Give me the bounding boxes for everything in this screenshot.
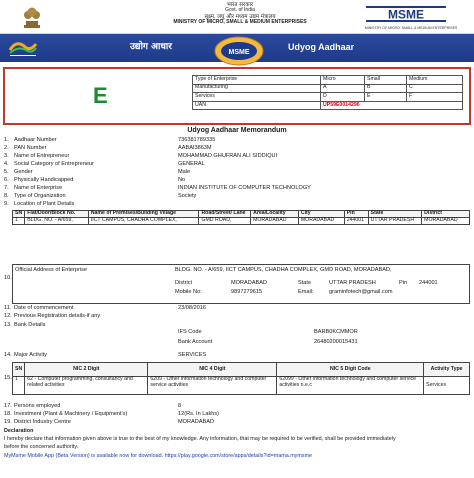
- enterprise-type-table: [192, 75, 463, 110]
- row-number: 2.: [4, 145, 9, 151]
- column-header: District: [422, 211, 470, 218]
- msme-logo-icon: [366, 4, 446, 24]
- table-cell: D: [321, 93, 365, 102]
- declaration-text-1: I hereby declare that information given above is true to the best of my knowledge. Any information, that may be required to be verified, shall be provided immediately: [4, 436, 396, 442]
- row-number: 7.: [4, 185, 9, 191]
- table-cell: 62099 - Other information technology and computer service activities n.e.c: [277, 377, 424, 395]
- table-row: [193, 101, 463, 110]
- table-cell: 244001: [344, 217, 368, 224]
- field-label: PAN Number: [14, 145, 47, 151]
- bank-account-label: Bank Account: [178, 339, 213, 345]
- field-row: [4, 161, 470, 169]
- field-row: [4, 411, 470, 419]
- field-row: [4, 305, 470, 313]
- ministry-hindi: सूक्ष्म, लघु और मध्यम उद्यम मंत्रालय: [204, 14, 276, 21]
- declaration-title: Declaration: [4, 428, 34, 434]
- row-number: 18.: [4, 411, 12, 417]
- field-value: AABAI3863M: [178, 145, 212, 151]
- table-cell: IICT CAMPUS, CHADHA COMPLEX,: [88, 217, 199, 224]
- column-header: SN: [13, 363, 25, 377]
- field-value: SERVICES: [178, 352, 207, 358]
- ifs-label: IFS Code: [178, 329, 202, 335]
- official-address-box: [12, 264, 470, 304]
- column-header: Flat/Door/Block No.: [25, 211, 89, 218]
- declaration-text-2: before the concerned authority.: [4, 444, 79, 450]
- govt-english: Govt. of India: [225, 7, 255, 14]
- mobile-value: 9897279615: [231, 289, 263, 295]
- field-row: [4, 169, 470, 177]
- field-row: [4, 193, 470, 201]
- table-cell: 1: [13, 217, 25, 224]
- column-header: SN: [13, 211, 25, 218]
- field-label: Bank Details: [14, 322, 46, 328]
- row-number: 9.: [4, 201, 9, 207]
- row-number: 12.: [4, 313, 12, 319]
- row-number-10: [4, 275, 470, 283]
- field-row: [4, 313, 470, 321]
- field-row: [4, 153, 470, 161]
- email-value: graminfotech@gmail.com: [329, 289, 393, 295]
- row-number: 3.: [4, 153, 9, 159]
- msme-logo-text: MSME: [388, 7, 424, 22]
- certificate-frame: [3, 67, 471, 125]
- nic-table: [12, 362, 470, 395]
- table-cell: 6209 - Other information technology and computer service activities: [148, 377, 277, 395]
- table-row: [13, 377, 470, 395]
- memorandum-title: Udyog Aadhaar Memorandum: [187, 127, 287, 134]
- ministry-block: [140, 2, 340, 26]
- column-header: Road/Street/ Lane: [199, 211, 251, 218]
- table-cell: GMD ROAD,: [199, 217, 251, 224]
- digital-india-logo-icon: [6, 38, 40, 58]
- field-value: 8: [178, 403, 182, 409]
- row-number: 15.: [4, 375, 12, 381]
- field-label: Aadhaar Number: [14, 137, 57, 143]
- field-label: Previous Registration details-if any: [14, 313, 101, 319]
- band-title-hindi: उद्योग आधार: [130, 42, 172, 52]
- enterprise-grade: E: [93, 83, 108, 108]
- table-cell: BLDG. NO. - A/659,: [25, 217, 89, 224]
- msme-logo-subtitle: MINISTRY OF MICRO, SMALL & MEDIUM ENTERPRISES: [364, 26, 458, 30]
- mobile-app-link[interactable]: MyMsme Mobile App (Beta Version) is available now for download. https://play.google.com/store/apps/details?id=mama.mymsme: [4, 453, 313, 459]
- uan-value: UP59E0014296: [321, 101, 463, 110]
- row-number: 6.: [4, 177, 9, 183]
- table-cell: Manufacturing: [193, 84, 321, 93]
- table-cell: Services: [424, 377, 470, 395]
- row-number: 19.: [4, 419, 12, 425]
- table-row: [193, 84, 463, 93]
- column-header: State: [368, 211, 421, 218]
- column-header: Area/Locality: [251, 211, 299, 218]
- table-cell: UTTAR PRADESH: [368, 217, 421, 224]
- table-cell: A: [321, 84, 365, 93]
- field-value: 23/08/2016: [178, 305, 206, 311]
- bank-account-value: 26480200015431: [314, 339, 358, 345]
- plant-location-table: [12, 210, 470, 225]
- column-header: Activity Type: [424, 363, 470, 377]
- table-cell: F: [407, 93, 463, 102]
- table-cell: E: [365, 93, 407, 102]
- ministry-english: MINISTRY OF MICRO, SMALL & MEDIUM ENTERPRISES: [173, 19, 307, 26]
- row-number: 1.: [4, 137, 9, 143]
- table-cell: B: [365, 84, 407, 93]
- column-header: Pin: [344, 211, 368, 218]
- table-row: [13, 217, 470, 224]
- field-label: Location of Plant Details: [14, 201, 75, 207]
- uan-label: UAN: [193, 101, 321, 110]
- field-row: [4, 177, 470, 185]
- row-number: 10.: [4, 275, 12, 281]
- column-header: City: [298, 211, 344, 218]
- field-row: [4, 403, 470, 411]
- pin-label: Pin: [399, 280, 408, 286]
- field-value: INDIAN INSTITUTE OF COMPUTER TECHNOLOGY: [178, 185, 311, 191]
- row-number: 5.: [4, 169, 9, 175]
- state-value: UTTAR PRADESH: [329, 280, 376, 286]
- field-label: Date of commencement: [14, 305, 74, 311]
- field-label: Persons employed: [14, 403, 61, 409]
- column-header: NIC 5 Digit Code: [277, 363, 424, 377]
- pin-value: 244001: [419, 280, 438, 286]
- field-label: Type of Organization: [14, 193, 66, 199]
- field-value: MOHAMMAD GHUFRAN ALI SIDDIQUI: [178, 153, 278, 159]
- row-number: 17.: [4, 403, 12, 409]
- column-header: Name of Premises/Building Village: [88, 211, 199, 218]
- table-cell: Services: [193, 93, 321, 102]
- field-value: No: [178, 177, 186, 183]
- table-cell: 1: [13, 377, 25, 395]
- field-row: [4, 145, 470, 153]
- table-cell: MORADABAD: [298, 217, 344, 224]
- field-row: [4, 419, 470, 427]
- govt-hindi: भारत सरकार: [226, 2, 254, 8]
- table-cell: C: [407, 84, 463, 93]
- field-label: Official Address of Enterprise: [15, 267, 88, 273]
- field-row: [4, 201, 470, 209]
- table-cell: Micro: [321, 76, 365, 85]
- field-row: [4, 137, 470, 145]
- msme-seal-icon: [213, 36, 265, 66]
- row-number: 4.: [4, 161, 9, 167]
- mobile-label: Mobile No:: [175, 289, 202, 295]
- table-cell: Small: [365, 76, 407, 85]
- field-label: Name of Enterprise: [14, 185, 63, 191]
- field-label: Social Category of Entrepreneur: [14, 161, 94, 167]
- field-row: [4, 185, 470, 193]
- row-number: 11.: [4, 305, 12, 311]
- field-value: Male: [178, 169, 191, 175]
- band-title-english: Udyog Aadhaar: [288, 42, 355, 52]
- field-row: [4, 352, 470, 360]
- seal-text: MSME: [228, 49, 250, 56]
- table-cell: Medium: [407, 76, 463, 85]
- district-label: District: [175, 280, 193, 286]
- field-label: Name of Entrepreneur: [14, 153, 70, 159]
- field-value: MORADABAD: [178, 419, 215, 425]
- column-header: NIC 4 Digit: [148, 363, 277, 377]
- district-value: MORADABAD: [231, 280, 268, 286]
- table-row: [193, 93, 463, 102]
- row-number: 13.: [4, 322, 12, 328]
- table-row: [193, 76, 463, 85]
- field-label: Physically Handicapped: [14, 177, 74, 183]
- table-cell: MORADABAD: [251, 217, 299, 224]
- field-label: Gender: [14, 169, 33, 175]
- field-value: GENERAL: [178, 161, 205, 167]
- field-label: Investment (Plant & Machinery / Equipment's): [14, 411, 128, 417]
- table-cell: MORADABAD: [422, 217, 470, 224]
- field-value: 12(Rs. In Lakhs): [178, 411, 220, 417]
- office-address: BLDG. NO. - A/659, IICT CAMPUS, CHADHA COMPLEX, GMD ROAD, MORADABAD,: [175, 267, 392, 273]
- table-cell: 62 - Computer programming, consultancy and related activities: [25, 377, 148, 395]
- field-row: [4, 322, 470, 330]
- email-label: Email:: [298, 289, 314, 295]
- national-emblem-icon: [20, 3, 44, 31]
- field-label: Major Activity: [14, 352, 47, 358]
- row-number: 14.: [4, 352, 12, 358]
- table-cell: Type of Enterprise: [193, 76, 321, 85]
- field-value: Society: [178, 193, 197, 199]
- top-header: [0, 0, 474, 34]
- field-value: 736381789335: [178, 137, 216, 143]
- row-number: 8.: [4, 193, 9, 199]
- table-header-row: [13, 363, 470, 377]
- ifs-value: BARB0KCMMOR: [314, 329, 358, 335]
- field-label: District Industry Centre: [14, 419, 71, 425]
- state-label: State: [298, 280, 312, 286]
- column-header: NIC 2 Digit: [25, 363, 148, 377]
